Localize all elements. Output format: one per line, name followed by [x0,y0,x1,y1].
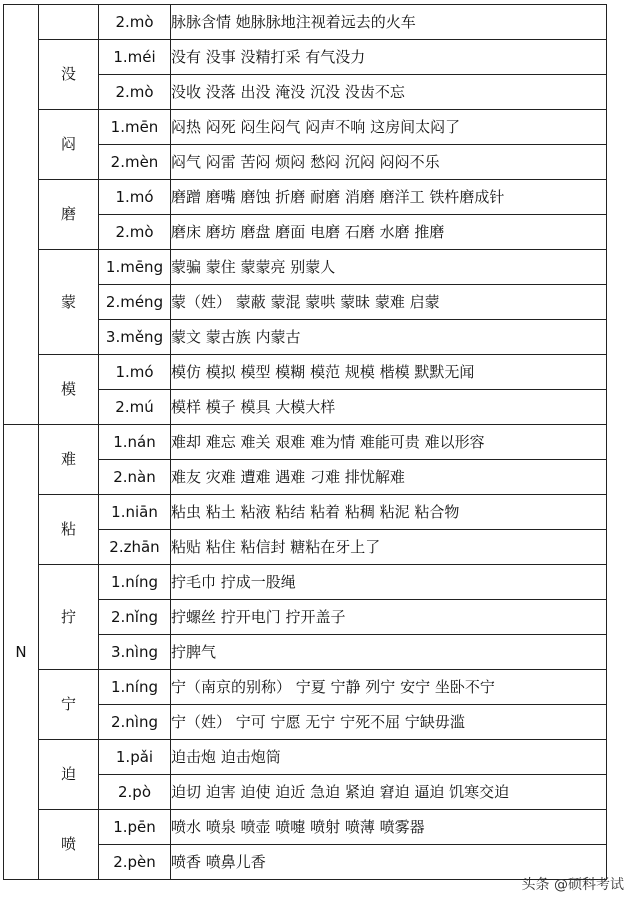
example-words-cell: 迫击炮 迫击炮筒 [171,740,607,775]
table-row [4,810,607,845]
pronunciation-cell: 1.mēn [99,110,171,145]
example-words-cell: 蒙文 蒙古族 内蒙古 [171,320,607,355]
example-words-cell: 闷热 闷死 闷生闷气 闷声不响 这房间太闷了 [171,110,607,145]
character-cell: 拧 [39,565,99,670]
pronunciation-cell: 2.nǐng [99,600,171,635]
pronunciation-cell: 3.měng [99,320,171,355]
character-cell: 蒙 [39,250,99,355]
character-cell: 没 [39,40,99,110]
table-row [4,355,607,390]
pronunciation-cell: 1.pǎi [99,740,171,775]
example-words-cell: 拧毛巾 拧成一股绳 [171,565,607,600]
pronunciation-cell: 2.méng [99,285,171,320]
pronunciation-cell: 2.mú [99,390,171,425]
table-row [4,425,607,460]
table-row [4,5,607,40]
example-words-cell: 没收 没落 出没 淹没 沉没 没齿不忘 [171,75,607,110]
example-words-cell: 蒙（姓） 蒙蔽 蒙混 蒙哄 蒙昧 蒙难 启蒙 [171,285,607,320]
pronunciation-cell: 2.mò [99,75,171,110]
pronunciation-cell: 3.nìng [99,635,171,670]
pronunciation-cell: 1.nán [99,425,171,460]
example-words-cell: 迫切 迫害 迫使 迫近 急迫 紧迫 窘迫 逼迫 饥寒交迫 [171,775,607,810]
example-words-cell: 磨床 磨坊 磨盘 磨面 电磨 石磨 水磨 推磨 [171,215,607,250]
character-cell: 难 [39,425,99,495]
example-words-cell: 喷水 喷泉 喷壶 喷嚏 喷射 喷薄 喷雾器 [171,810,607,845]
example-words-cell: 没有 没事 没精打采 有气没力 [171,40,607,75]
pronunciation-cell: 2.mò [99,5,171,40]
pronunciation-cell: 2.nìng [99,705,171,740]
pronunciation-cell: 2.pò [99,775,171,810]
pronunciation-cell: 2.mèn [99,145,171,180]
example-words-cell: 闷气 闷雷 苦闷 烦闷 愁闷 沉闷 闷闷不乐 [171,145,607,180]
example-words-cell: 喷香 喷鼻儿香 [171,845,607,880]
pronunciation-cell: 1.méi [99,40,171,75]
example-words-cell: 拧螺丝 拧开电门 拧开盖子 [171,600,607,635]
pronunciation-cell: 2.zhān [99,530,171,565]
example-words-cell: 粘虫 粘土 粘液 粘结 粘着 粘稠 粘泥 粘合物 [171,495,607,530]
example-words-cell: 模仿 模拟 模型 模糊 模范 规模 楷模 默默无闻 [171,355,607,390]
pronunciation-cell: 1.pēn [99,810,171,845]
table-row [4,180,607,215]
table-row [4,670,607,705]
table-row [4,495,607,530]
polyphone-table [3,4,607,880]
example-words-cell: 宁（南京的别称） 宁夏 宁静 列宁 安宁 坐卧不宁 [171,670,607,705]
character-cell: 磨 [39,180,99,250]
character-cell: 喷 [39,810,99,880]
example-words-cell: 拧脾气 [171,635,607,670]
pronunciation-cell: 1.mēng [99,250,171,285]
initial-letter-cell: N [4,425,39,880]
table-row [4,40,607,75]
character-cell [39,5,99,40]
example-words-cell: 模样 模子 模具 大模大样 [171,390,607,425]
character-cell: 粘 [39,495,99,565]
example-words-cell: 脉脉含情 她脉脉地注视着远去的火车 [171,5,607,40]
example-words-cell: 宁（姓） 宁可 宁愿 无宁 宁死不屈 宁缺毋滥 [171,705,607,740]
table-row [4,250,607,285]
table-row [4,565,607,600]
character-cell: 宁 [39,670,99,740]
example-words-cell: 粘贴 粘住 粘信封 糖粘在牙上了 [171,530,607,565]
character-cell: 迫 [39,740,99,810]
pronunciation-cell: 1.mó [99,180,171,215]
character-cell: 闷 [39,110,99,180]
example-words-cell: 难却 难忘 难关 艰难 难为情 难能可贵 难以形容 [171,425,607,460]
polyphone-table-body [4,5,607,880]
pronunciation-cell: 1.níng [99,565,171,600]
initial-letter-cell [4,5,39,425]
pronunciation-cell: 1.mó [99,355,171,390]
pronunciation-cell: 2.nàn [99,460,171,495]
example-words-cell: 磨蹭 磨嘴 磨蚀 折磨 耐磨 消磨 磨洋工 铁杵磨成针 [171,180,607,215]
pronunciation-cell: 1.níng [99,670,171,705]
table-row [4,110,607,145]
table-row [4,740,607,775]
watermark: 头条 @硕科考试 [521,877,624,893]
example-words-cell: 难友 灾难 遭难 遇难 刁难 排忧解难 [171,460,607,495]
pronunciation-cell: 2.pèn [99,845,171,880]
pronunciation-cell: 1.niān [99,495,171,530]
example-words-cell: 蒙骗 蒙住 蒙蒙亮 别蒙人 [171,250,607,285]
character-cell: 模 [39,355,99,425]
pronunciation-cell: 2.mò [99,215,171,250]
